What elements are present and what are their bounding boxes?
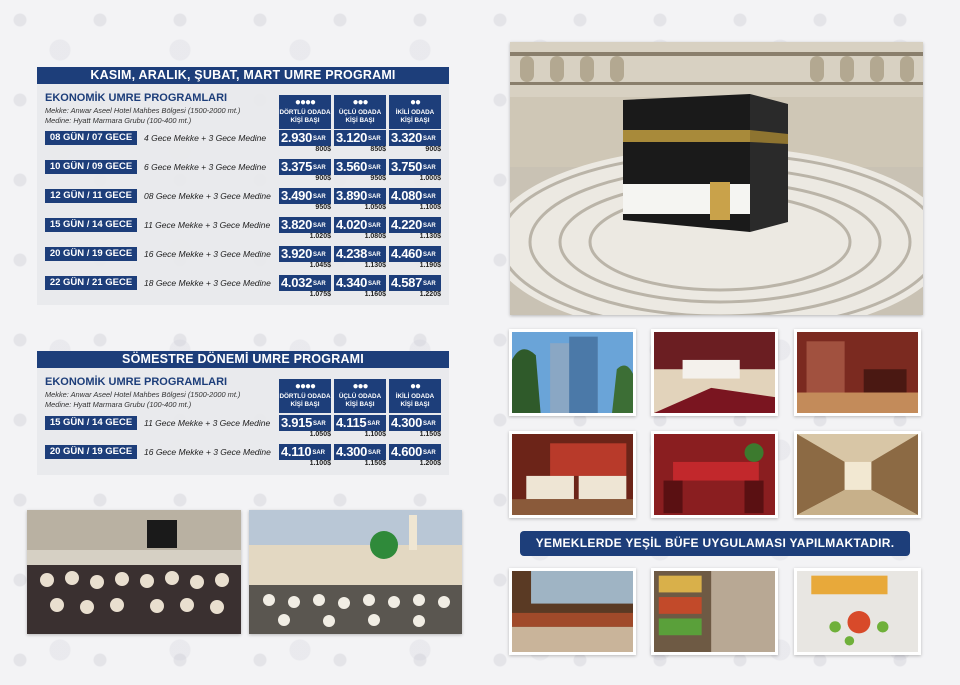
hotel-corridor-photo (794, 431, 921, 518)
program2-heading: EKONOMİK UMRE PROGRAMLARI (45, 376, 228, 388)
price-value: 3.920 (281, 246, 313, 261)
people-icon: ●● (409, 381, 421, 392)
buffet-restaurant-photo (509, 568, 636, 655)
program1-title: KASIM, ARALIK, ŞUBAT, MART UMRE PROGRAMI (37, 67, 449, 84)
price-value: 3.890 (336, 188, 368, 203)
usd-price: 800$ (315, 146, 331, 153)
duration-label: 20 GÜN / 19 GECE (45, 445, 137, 459)
sar-price (389, 217, 441, 233)
duration-label: 10 GÜN / 09 GECE (45, 160, 137, 174)
currency-label: SAR (368, 194, 381, 200)
usd-price: 950$ (370, 175, 386, 182)
price-value: 4.300 (391, 415, 423, 430)
itinerary-description: 4 Gece Mekke + 3 Gece Medine (144, 133, 267, 143)
usd-price: 1.130$ (364, 262, 386, 269)
price-value: 4.110 (281, 444, 312, 459)
usd-price: 1.200$ (419, 460, 441, 467)
currency-label: SAR (313, 136, 326, 142)
per-person-label: KİŞİ BAŞI (345, 400, 375, 408)
sar-price (334, 130, 386, 146)
currency-label: SAR (423, 252, 436, 258)
sar-price (279, 275, 331, 291)
room-type-header (389, 379, 441, 413)
usd-price: 850$ (370, 146, 386, 153)
price-value: 4.340 (336, 275, 368, 290)
duration-label: 22 GÜN / 21 GECE (45, 276, 137, 290)
sar-price (334, 444, 386, 460)
program1-heading: EKONOMİK UMRE PROGRAMLARI (45, 92, 228, 104)
usd-price: 1.160$ (364, 291, 386, 298)
usd-price: 1.045$ (309, 262, 331, 269)
usd-price: 1.150$ (419, 431, 441, 438)
currency-label: SAR (313, 421, 326, 427)
currency-label: SAR (368, 450, 381, 456)
sar-price (334, 246, 386, 262)
sar-price (279, 415, 331, 431)
price-value: 3.120 (336, 130, 368, 145)
buffet-trays-photo (651, 568, 778, 655)
price-value: 4.587 (391, 275, 423, 290)
currency-label: SAR (423, 223, 436, 229)
currency-label: SAR (368, 252, 381, 258)
sar-price (389, 444, 441, 460)
price-value: 3.820 (281, 217, 313, 232)
currency-label: SAR (312, 450, 325, 456)
price-value: 4.220 (391, 217, 423, 232)
price-value: 3.560 (336, 159, 368, 174)
hotel-twin-room-photo (509, 431, 636, 518)
per-person-label: KİŞİ BAŞI (290, 400, 320, 408)
usd-price: 1.100$ (364, 431, 386, 438)
itinerary-description: 11 Gece Mekke + 3 Gece Medine (144, 418, 271, 428)
program2-mekke-hotel: Mekke: Anwar Aseel Hotel Mahbes Bölgesi (1500-2000 mt.) (45, 390, 241, 399)
kaaba-photo (510, 42, 923, 315)
sar-price (279, 217, 331, 233)
price-value: 4.238 (336, 246, 368, 261)
itinerary-description: 16 Gece Mekke + 3 Gece Medine (144, 447, 271, 457)
sar-price (279, 444, 331, 460)
currency-label: SAR (423, 450, 436, 456)
currency-label: SAR (368, 136, 381, 142)
program2-medine-hotel: Medine: Hyatt Marmara Grubu (100-400 mt.) (45, 400, 192, 409)
hotel-lounge-photo (794, 329, 921, 416)
currency-label: SAR (313, 194, 326, 200)
duration-label: 08 GÜN / 07 GECE (45, 131, 137, 145)
room-type-header (389, 95, 441, 129)
hotel-dining-room-photo (651, 431, 778, 518)
program2-title: SÖMESTRE DÖNEMİ UMRE PROGRAMI (37, 351, 449, 368)
price-value: 3.490 (281, 188, 313, 203)
room-type-label: ÜÇLÜ ODADA (338, 393, 382, 400)
duration-label: 20 GÜN / 19 GECE (45, 247, 137, 261)
price-value: 4.020 (336, 217, 368, 232)
currency-label: SAR (313, 252, 326, 258)
price-value: 3.375 (281, 159, 313, 174)
usd-price: 1.050$ (309, 431, 331, 438)
usd-price: 1.100$ (419, 204, 441, 211)
sar-price (389, 415, 441, 431)
currency-label: SAR (313, 281, 326, 287)
room-type-header (334, 95, 386, 129)
room-type-label: ÜÇLÜ ODADA (338, 109, 382, 116)
sar-price (279, 159, 331, 175)
usd-price: 1.220$ (419, 291, 441, 298)
itinerary-description: 11 Gece Mekke + 3 Gece Medine (144, 220, 271, 230)
room-type-label: İKİLİ ODADA (395, 109, 435, 116)
currency-label: SAR (423, 281, 436, 287)
usd-price: 1.100$ (309, 460, 331, 467)
currency-label: SAR (313, 223, 326, 229)
currency-label: SAR (368, 165, 381, 171)
people-icon: ●●●● (294, 97, 316, 108)
currency-label: SAR (313, 165, 326, 171)
price-value: 3.915 (281, 415, 313, 430)
sar-price (389, 130, 441, 146)
itinerary-description: 6 Gece Mekke + 3 Gece Medine (144, 162, 267, 172)
usd-price: 1.150$ (364, 460, 386, 467)
price-value: 3.320 (391, 130, 423, 145)
sar-price (279, 188, 331, 204)
price-value: 4.300 (336, 444, 368, 459)
green-buffet-banner: YEMEKLERDE YEŞİL BÜFE UYGULAMASI YAPILMAKTADIR. (520, 531, 910, 556)
room-type-header (334, 379, 386, 413)
sar-price (389, 275, 441, 291)
duration-label: 12 GÜN / 11 GECE (45, 189, 137, 203)
usd-price: 900$ (425, 146, 441, 153)
currency-label: SAR (423, 136, 436, 142)
price-value: 4.600 (391, 444, 423, 459)
room-type-header (279, 379, 331, 413)
people-icon: ●●● (352, 381, 368, 392)
sar-price (279, 246, 331, 262)
price-value: 4.460 (391, 246, 423, 261)
price-value: 4.115 (336, 415, 367, 430)
itinerary-description: 08 Gece Mekke + 3 Gece Medine (144, 191, 271, 201)
people-icon: ●● (409, 97, 421, 108)
room-type-label: DÖRTLÜ ODADA (279, 393, 331, 400)
per-person-label: KİŞİ BAŞI (400, 400, 430, 408)
sar-price (389, 246, 441, 262)
usd-price: 1.000$ (419, 175, 441, 182)
pilgrim-group-mecca-photo (27, 510, 241, 634)
room-type-label: İKİLİ ODADA (395, 393, 435, 400)
sar-price (334, 415, 386, 431)
per-person-label: KİŞİ BAŞI (400, 116, 430, 124)
sar-price (334, 217, 386, 233)
program1-medine-hotel: Medine: Hyatt Marmara Grubu (100-400 mt.) (45, 116, 192, 125)
pilgrim-group-medina-photo (249, 510, 462, 634)
usd-price: 900$ (315, 175, 331, 182)
program1-mekke-hotel: Mekke: Anwar Aseel Hotel Mahbes Bölgesi (1500-2000 mt.) (45, 106, 241, 115)
usd-price: 1.075$ (309, 291, 331, 298)
sar-price (389, 188, 441, 204)
usd-price: 1.020$ (309, 233, 331, 240)
currency-label: SAR (368, 281, 381, 287)
duration-label: 15 GÜN / 14 GECE (45, 218, 137, 232)
per-person-label: KİŞİ BAŞI (290, 116, 320, 124)
sar-price (389, 159, 441, 175)
duration-label: 15 GÜN / 14 GECE (45, 416, 137, 430)
usd-price: 1.190$ (419, 262, 441, 269)
sar-price (334, 159, 386, 175)
usd-price: 1.050$ (364, 204, 386, 211)
price-value: 3.750 (391, 159, 423, 174)
currency-label: SAR (423, 421, 436, 427)
people-icon: ●●● (352, 97, 368, 108)
buffet-salad-photo (794, 568, 921, 655)
itinerary-description: 18 Gece Mekke + 3 Gece Medine (144, 278, 271, 288)
sar-price (279, 130, 331, 146)
hotel-exterior-photo (509, 329, 636, 416)
currency-label: SAR (367, 421, 380, 427)
room-type-header (279, 95, 331, 129)
usd-price: 1.080$ (364, 233, 386, 240)
usd-price: 1.130$ (419, 233, 441, 240)
sar-price (334, 188, 386, 204)
sar-price (334, 275, 386, 291)
currency-label: SAR (423, 165, 436, 171)
per-person-label: KİŞİ BAŞI (345, 116, 375, 124)
price-value: 4.032 (281, 275, 313, 290)
hotel-bed-photo (651, 329, 778, 416)
usd-price: 950$ (315, 204, 331, 211)
currency-label: SAR (423, 194, 436, 200)
room-type-label: DÖRTLÜ ODADA (279, 109, 331, 116)
people-icon: ●●●● (294, 381, 316, 392)
itinerary-description: 16 Gece Mekke + 3 Gece Medine (144, 249, 271, 259)
price-value: 4.080 (391, 188, 423, 203)
price-value: 2.930 (281, 130, 313, 145)
currency-label: SAR (368, 223, 381, 229)
